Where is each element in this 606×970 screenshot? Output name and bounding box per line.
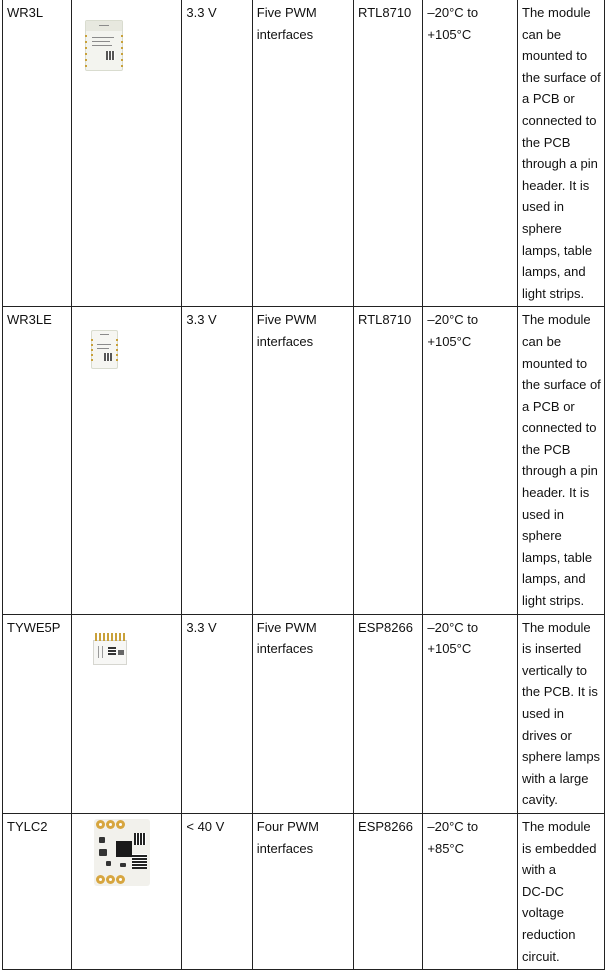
description-line: vertically to xyxy=(522,662,588,678)
description-line: a PCB or xyxy=(522,398,575,414)
description-line: the surface of xyxy=(522,69,601,85)
temperature-line: +85°C xyxy=(427,840,465,856)
description-line: drives or xyxy=(522,727,572,743)
description-line: lamps, table xyxy=(522,242,593,258)
chip-cell: RTL8710 xyxy=(354,0,423,307)
description-line: through a pin xyxy=(522,156,598,172)
wr3l-module-image xyxy=(85,20,123,71)
description-cell xyxy=(518,813,605,969)
description-line: The module xyxy=(522,5,591,20)
pwm-line: interfaces xyxy=(256,26,314,42)
pwm-cell xyxy=(252,0,353,307)
description-line: sphere xyxy=(522,220,562,236)
pwm-line: interfaces xyxy=(256,333,314,349)
chip-cell: ESP8266 xyxy=(354,614,423,813)
image-cell xyxy=(72,0,182,307)
description-line: sphere xyxy=(522,528,562,544)
description-line: cavity. xyxy=(522,792,558,808)
temperature-line: –20°C to xyxy=(427,312,479,328)
model-cell: WR3LE xyxy=(3,307,72,614)
description-line: through a pin xyxy=(522,463,598,479)
description-line: mounted to xyxy=(522,48,588,64)
tylc2-module-image xyxy=(94,819,150,886)
description-cell xyxy=(518,307,605,614)
table-row xyxy=(3,614,605,813)
pwm-line: interfaces xyxy=(256,641,314,657)
description-line: connected to xyxy=(522,112,597,128)
description-line: can be xyxy=(522,333,562,349)
pwm-cell xyxy=(252,614,353,813)
description-line: DC-DC xyxy=(522,883,564,899)
table-row xyxy=(3,813,605,969)
description-line: mounted to xyxy=(522,355,588,371)
description-line: lamps, and xyxy=(522,264,586,280)
pwm-line: Five PWM xyxy=(256,312,317,328)
pwm-line: Five PWM xyxy=(256,5,317,20)
description-line: the PCB xyxy=(522,441,571,457)
description-line: voltage xyxy=(522,905,564,921)
description-line: light strips. xyxy=(522,285,585,301)
pwm-cell xyxy=(252,813,353,969)
description-line: the PCB. It is xyxy=(522,684,598,700)
temperature-line: +105°C xyxy=(427,26,472,42)
description-line: header. It is xyxy=(522,485,590,501)
description-line: lamps, and xyxy=(522,571,586,587)
pwm-line: interfaces xyxy=(256,840,314,856)
image-cell xyxy=(72,307,182,614)
table-row xyxy=(3,0,605,307)
temperature-line: +105°C xyxy=(427,333,472,349)
description-line: can be xyxy=(522,26,562,42)
description-line: sphere lamps xyxy=(522,749,601,765)
description-line: the PCB xyxy=(522,134,571,150)
description-line: reduction xyxy=(522,926,576,942)
voltage-cell: 3.3 V xyxy=(182,614,252,813)
model-cell: TYLC2 xyxy=(3,813,72,969)
description-line: used in xyxy=(522,506,564,522)
description-line: with a large xyxy=(522,770,589,786)
description-line: header. It is xyxy=(522,177,590,193)
pwm-line: Four PWM xyxy=(256,818,319,834)
image-cell xyxy=(72,614,182,813)
voltage-cell: < 40 V xyxy=(182,813,252,969)
temperature-cell xyxy=(423,307,518,614)
pwm-cell xyxy=(252,307,353,614)
model-cell: TYWE5P xyxy=(3,614,72,813)
temperature-line: –20°C to xyxy=(427,619,479,635)
temperature-line: –20°C to xyxy=(427,5,479,20)
description-line: circuit. xyxy=(522,948,560,964)
description-line: The module xyxy=(522,312,591,328)
chip-cell: RTL8710 xyxy=(354,307,423,614)
temperature-line: +105°C xyxy=(427,641,472,657)
tywe5p-module-image xyxy=(93,640,127,665)
chip-cell: ESP8266 xyxy=(354,813,423,969)
description-line: The module xyxy=(522,818,591,834)
description-line: the surface of xyxy=(522,377,601,393)
voltage-cell: 3.3 V xyxy=(182,0,252,307)
description-line: is inserted xyxy=(522,641,582,657)
description-cell xyxy=(518,0,605,307)
model-cell: WR3L xyxy=(3,0,72,307)
temperature-line: –20°C to xyxy=(427,818,479,834)
description-line: lamps, table xyxy=(522,549,593,565)
table-row xyxy=(3,307,605,614)
description-line: used in xyxy=(522,199,564,215)
temperature-cell xyxy=(423,0,518,307)
description-cell xyxy=(518,614,605,813)
description-line: connected to xyxy=(522,420,597,436)
voltage-cell: 3.3 V xyxy=(182,307,252,614)
description-line: is embedded xyxy=(522,840,597,856)
temperature-cell xyxy=(423,813,518,969)
description-line: used in xyxy=(522,706,564,721)
module-table xyxy=(2,0,605,970)
description-line: The module xyxy=(522,619,591,635)
wr3le-module-image xyxy=(91,330,118,369)
pwm-line: Five PWM xyxy=(256,619,317,635)
description-line: a PCB or xyxy=(522,91,575,107)
temperature-cell xyxy=(423,614,518,813)
description-line: with a xyxy=(522,862,556,878)
description-line: light strips. xyxy=(522,593,585,609)
image-cell xyxy=(72,813,182,969)
